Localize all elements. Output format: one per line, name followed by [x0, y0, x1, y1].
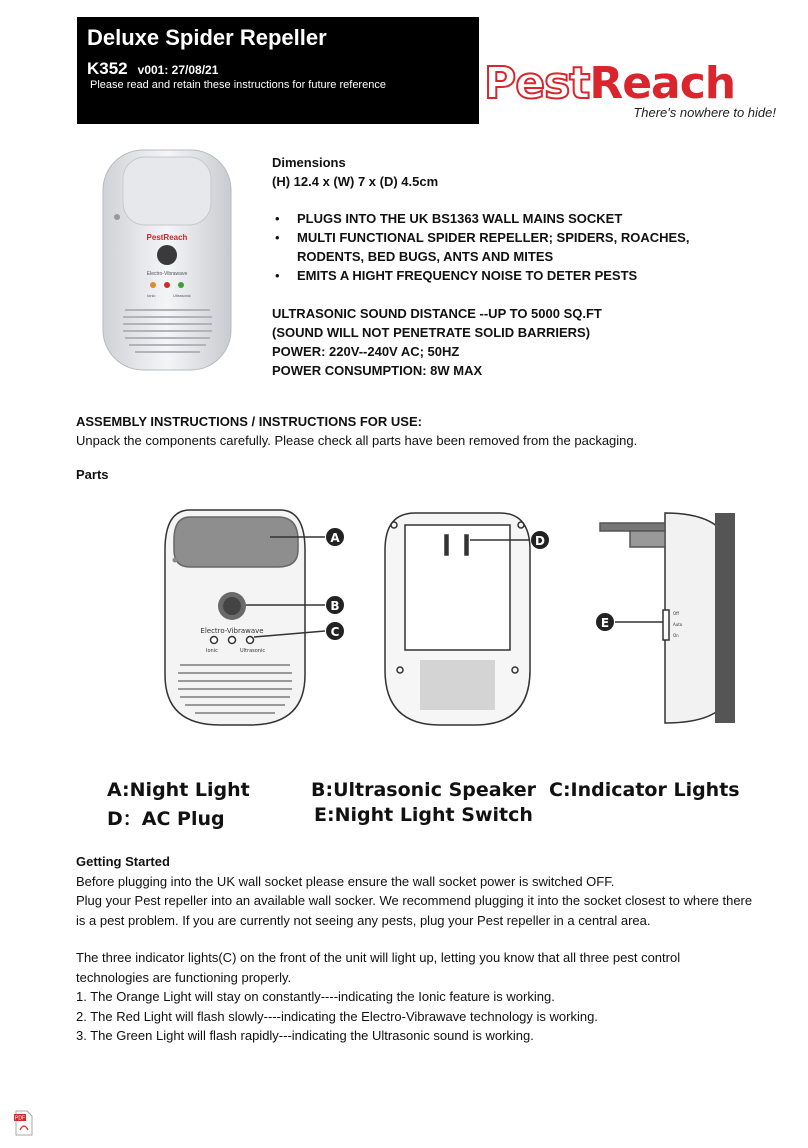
power-consumption: POWER CONSUMPTION: 8W MAX — [272, 363, 483, 378]
sound-distance: ULTRASONIC SOUND DISTANCE --UP TO 5000 SQ.FT — [272, 306, 602, 321]
svg-text:Off: Off — [673, 611, 679, 616]
svg-text:PDF: PDF — [15, 1115, 25, 1122]
svg-text:Electro-Vibrawave: Electro-Vibrawave — [146, 271, 188, 277]
svg-text:PestReach: PestReach — [146, 233, 188, 242]
power-spec: POWER: 220V--240V AC; 50HZ — [272, 344, 460, 359]
svg-text:Ultrasonic: Ultrasonic — [240, 648, 266, 654]
legend-b: B:Ultrasonic Speaker — [311, 779, 536, 801]
paragraph: The three indicator lights(C) on the front of the unit will light up, letting you know that all three pest control technologies are functioning properly. — [76, 950, 681, 985]
back-view — [385, 513, 530, 725]
front-view — [165, 510, 305, 725]
step-item: 3. The Green Light will flash rapidly---indicating the Ultrasonic sound is working. — [76, 1028, 534, 1043]
parts-diagram — [160, 505, 750, 765]
product-code — [87, 59, 218, 79]
product-code-value: K352 — [87, 59, 128, 78]
logo-tagline: There's nowhere to hide! — [633, 105, 776, 120]
svg-text:On: On — [673, 633, 679, 638]
legend-a: A:Night Light — [107, 779, 250, 801]
svg-text:E: E — [600, 616, 610, 630]
dimensions-label: Dimensions — [272, 155, 346, 170]
feature-item: • MULTI FUNCTIONAL SPIDER REPELLER; SPIDERS, ROACHES, RODENTS, BED BUGS, ANTS AND MITES — [272, 228, 742, 266]
pestreach-logo — [484, 58, 784, 124]
svg-text:Electro-Vibrawave: Electro-Vibrawave — [200, 627, 264, 635]
paragraph: Plug your Pest repeller into an available wall socker. We recommend plugging it into the socket closest to where there is a pest problem. If you are currently not seeing any pests, plug your Pest repeller in a central area. — [76, 893, 753, 928]
svg-text:B: B — [330, 599, 340, 613]
dimensions-value: (H) 12.4 x (W) 7 x (D) 4.5cm — [272, 174, 439, 189]
svg-text:Ultrasonic: Ultrasonic — [173, 293, 191, 298]
getting-started-heading: Getting Started — [76, 854, 170, 869]
retain-note: Please read and retain these instructions for future reference — [90, 79, 386, 91]
legend-e: E:Night Light Switch — [314, 804, 533, 826]
svg-text:A: A — [330, 531, 340, 545]
paragraph: Before plugging into the UK wall socket please ensure the wall socket power is switched OFF. — [76, 873, 615, 889]
product-photo — [95, 145, 240, 375]
assembly-section — [76, 412, 776, 450]
parts-heading: Parts — [76, 467, 109, 482]
logo-wordmark: PestReach — [484, 58, 736, 109]
svg-text:D: D — [535, 534, 545, 548]
sound-note: (SOUND WILL NOT PENETRATE SOLID BARRIERS) — [272, 325, 591, 340]
svg-text:Ionic: Ionic — [147, 293, 156, 298]
pdf-file-icon — [14, 1110, 34, 1136]
svg-text:Auto: Auto — [673, 622, 683, 627]
document-title: Deluxe Spider Repeller — [87, 25, 327, 50]
feature-list — [272, 209, 742, 285]
feature-item: • EMITS A HIGHT FREQUENCY NOISE TO DETER PESTS — [272, 266, 742, 285]
version: v001: 27/08/21 — [137, 63, 219, 77]
legend-c: C:Indicator Lights — [549, 779, 740, 801]
assembly-text: Unpack the components carefully. Please check all parts have been removed from the packaging. — [76, 433, 638, 448]
svg-text:C: C — [330, 625, 340, 639]
specifications — [272, 153, 742, 380]
legend-d: D：AC Plug — [107, 808, 225, 830]
getting-started-section — [76, 852, 756, 1046]
svg-text:Ionic: Ionic — [206, 648, 218, 654]
assembly-heading: ASSEMBLY INSTRUCTIONS / INSTRUCTIONS FOR USE: — [76, 414, 422, 429]
step-item: 2. The Red Light will flash slowly----indicating the Electro-Vibrawave technology is working. — [76, 1008, 598, 1024]
header-banner — [77, 17, 479, 124]
side-view — [600, 513, 735, 723]
step-item: 1. The Orange Light will stay on constantly----indicating the Ionic feature is working. — [76, 989, 555, 1004]
feature-item: • PLUGS INTO THE UK BS1363 WALL MAINS SOCKET — [272, 209, 742, 228]
